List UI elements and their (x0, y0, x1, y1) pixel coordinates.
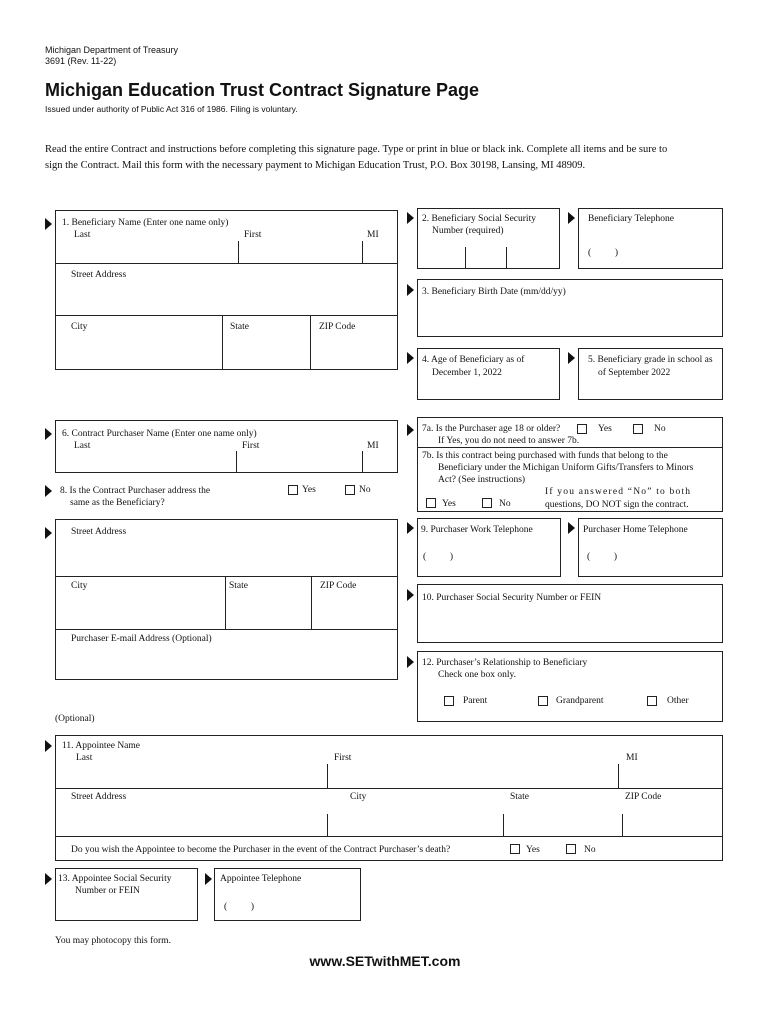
purchaser-relationship-box (417, 651, 723, 722)
arrow-icon (407, 589, 414, 601)
relationship-instruction: Check one box only. (438, 670, 517, 680)
label-first: First (244, 230, 262, 240)
beneficiary-age-box (417, 348, 560, 400)
form-number: 3691 (Rev. 11-22) (45, 56, 117, 66)
website-link[interactable]: www.SETwithMET.com (309, 953, 461, 969)
beneficiary-ssn-label: 2. Beneficiary Social Security (422, 214, 536, 224)
appointee-telephone-area: ( ) (224, 902, 255, 912)
purchaser-work-telephone-label: 9. Purchaser Work Telephone (421, 525, 533, 535)
q7a-label: 7a. Is the Purchaser age 18 or older? (422, 424, 561, 434)
same-address-yes-checkbox[interactable] (288, 485, 298, 495)
same-address-yes-label: Yes (302, 485, 316, 495)
appointee-telephone-box (214, 868, 361, 921)
label-zip: ZIP Code (319, 322, 356, 332)
appointee-ssn-box (55, 868, 198, 921)
label-first: First (242, 441, 260, 451)
q7a-yes-checkbox[interactable] (577, 424, 587, 434)
instructions-line-1: Read the entire Contract and instructions before completing this signature page. Type or print in blue or black ink. Complete all items and be sure to (45, 144, 668, 155)
relationship-grandparent-label: Grandparent (556, 696, 604, 706)
label-state: State (510, 792, 529, 802)
q7b-label-2: Beneficiary under the Michigan Uniform Gifts/Transfers to Minors (438, 463, 694, 473)
beneficiary-age-label: 4. Age of Beneficiary as of (422, 355, 525, 365)
beneficiary-telephone-area: ( ) (588, 248, 619, 258)
q7a-note: If Yes, you do not need to answer 7b. (438, 436, 580, 446)
appointee-ssn-label-2: Number or FEIN (75, 886, 140, 896)
beneficiary-name-label: 1. Beneficiary Name (Enter one name only) (62, 218, 229, 228)
authority-note: Issued under authority of Public Act 316 of 1986. Filing is voluntary. (45, 104, 298, 114)
label-mi: MI (626, 753, 638, 763)
beneficiary-birth-date-label: 3. Beneficiary Birth Date (mm/dd/yy) (422, 287, 566, 297)
label-last: Last (76, 753, 93, 763)
arrow-icon (45, 740, 52, 752)
arrow-icon (407, 522, 414, 534)
purchaser-work-telephone-area: ( ) (423, 552, 454, 562)
purchaser-home-telephone-label: Purchaser Home Telephone (583, 525, 688, 535)
appointee-telephone-label: Appointee Telephone (220, 874, 302, 884)
same-address-question: 8. Is the Contract Purchaser address the (60, 486, 211, 496)
purchaser-name-box (55, 420, 398, 473)
label-state: State (230, 322, 249, 332)
q7a-yes-label: Yes (598, 424, 612, 434)
beneficiary-grade-label-2: of September 2022 (598, 368, 671, 378)
arrow-icon (205, 873, 212, 885)
q7b-yes-checkbox[interactable] (426, 498, 436, 508)
same-address-no-checkbox[interactable] (345, 485, 355, 495)
appointee-yes-label: Yes (526, 845, 540, 855)
arrow-icon (568, 352, 575, 364)
arrow-icon (407, 424, 414, 436)
arrow-icon (45, 527, 52, 539)
arrow-icon (407, 656, 414, 668)
beneficiary-ssn-box (417, 208, 560, 269)
beneficiary-grade-label: 5. Beneficiary grade in school as (588, 355, 713, 365)
relationship-other-label: Other (667, 696, 689, 706)
agency-name: Michigan Department of Treasury (45, 45, 179, 55)
arrow-icon (45, 428, 52, 440)
label-zip: ZIP Code (320, 581, 357, 591)
label-last: Last (74, 441, 91, 451)
beneficiary-name-box (55, 210, 398, 370)
label-mi: MI (367, 441, 379, 451)
q7b-label-3: Act? (See instructions) (438, 475, 526, 485)
appointee-yes-checkbox[interactable] (510, 844, 520, 854)
appointee-no-checkbox[interactable] (566, 844, 576, 854)
purchaser-home-telephone-area: ( ) (587, 552, 618, 562)
label-zip: ZIP Code (625, 792, 662, 802)
beneficiary-birth-date-box (417, 279, 723, 337)
purchaser-address-box (55, 519, 398, 680)
label-street-address: Street Address (71, 792, 127, 802)
same-address-no-label: No (359, 485, 371, 495)
label-city: City (71, 581, 88, 591)
purchaser-home-telephone-box (578, 518, 723, 577)
appointee-ssn-label: 13. Appointee Social Security (58, 874, 172, 884)
label-last: Last (74, 230, 91, 240)
q7b-label: 7b. Is this contract being purchased with funds that belong to the (422, 451, 668, 461)
beneficiary-ssn-label-2: Number (required) (432, 226, 504, 236)
form-title: Michigan Education Trust Contract Signature Page (45, 80, 480, 100)
relationship-parent-checkbox[interactable] (444, 696, 454, 706)
relationship-grandparent-checkbox[interactable] (538, 696, 548, 706)
appointee-name-label: 11. Appointee Name (62, 741, 141, 751)
q7b-no-label: No (499, 499, 511, 509)
relationship-parent-label: Parent (463, 696, 488, 706)
arrow-icon (45, 485, 52, 497)
arrow-icon (407, 212, 414, 224)
relationship-label: 12. Purchaser’s Relationship to Beneficiary (422, 658, 588, 668)
q7-warning: If you answered “No” to both (545, 487, 692, 497)
q7b-no-checkbox[interactable] (482, 498, 492, 508)
purchaser-age-box (417, 417, 723, 512)
purchaser-work-telephone-box (417, 518, 561, 577)
purchaser-ssn-box (417, 584, 723, 643)
beneficiary-age-label-2: December 1, 2022 (432, 368, 502, 378)
photocopy-note: You may photocopy this form. (55, 936, 171, 946)
arrow-icon (407, 284, 414, 296)
arrow-icon (407, 352, 414, 364)
same-address-question-2: same as the Beneficiary? (70, 498, 165, 508)
q7b-yes-label: Yes (442, 499, 456, 509)
label-street-address: Street Address (71, 527, 127, 537)
appointee-purchaser-question: Do you wish the Appointee to become the Purchaser in the event of the Contract Purchaser’s death? (71, 845, 451, 855)
arrow-icon (45, 218, 52, 230)
relationship-other-checkbox[interactable] (647, 696, 657, 706)
beneficiary-grade-box (578, 348, 723, 400)
purchaser-email-label: Purchaser E-mail Address (Optional) (71, 634, 212, 644)
label-mi: MI (367, 230, 379, 240)
arrow-icon (45, 873, 52, 885)
appointee-no-label: No (584, 845, 596, 855)
beneficiary-telephone-box (578, 208, 723, 269)
label-first: First (334, 753, 352, 763)
appointee-optional-label: (Optional) (55, 714, 95, 724)
label-street-address: Street Address (71, 270, 127, 280)
purchaser-ssn-label: 10. Purchaser Social Security Number or FEIN (422, 593, 602, 603)
arrow-icon (568, 212, 575, 224)
arrow-icon (568, 522, 575, 534)
label-city: City (350, 792, 367, 802)
beneficiary-telephone-label: Beneficiary Telephone (588, 214, 674, 224)
q7a-no-checkbox[interactable] (633, 424, 643, 434)
instructions-line-2: sign the Contract. Mail this form with the necessary payment to Michigan Education Trust, P.O. Box 30198, Lansing, MI 48909. (45, 160, 586, 171)
q7-warning-2: questions, DO NOT sign the contract. (545, 500, 689, 510)
q7a-no-label: No (654, 424, 666, 434)
appointee-box (55, 735, 723, 861)
label-state: State (229, 581, 248, 591)
purchaser-name-label: 6. Contract Purchaser Name (Enter one name only) (62, 429, 257, 439)
label-city: City (71, 322, 88, 332)
